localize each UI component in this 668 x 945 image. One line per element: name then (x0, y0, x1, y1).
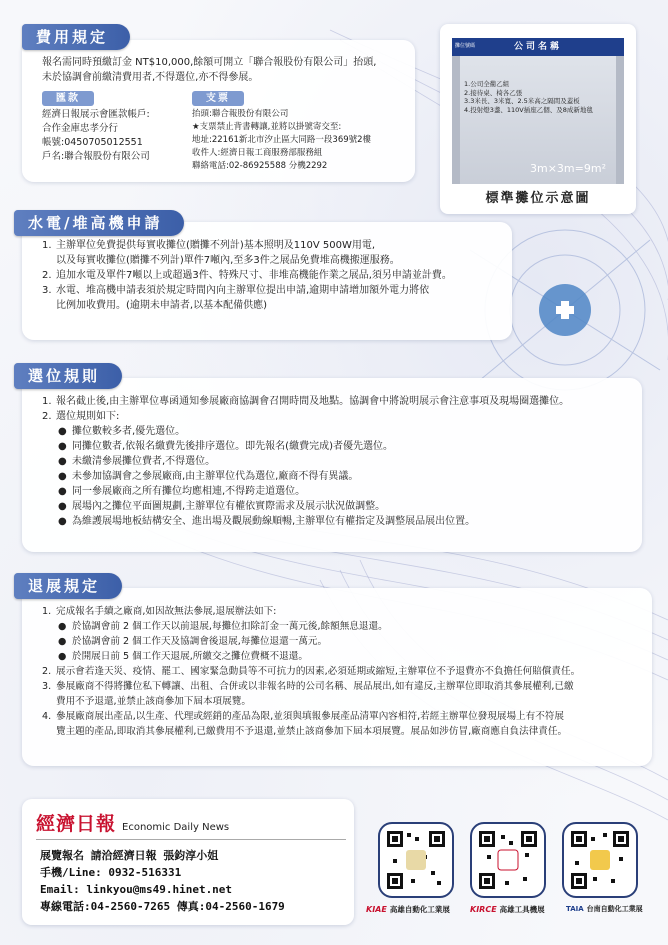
item-number: 1. (42, 396, 52, 407)
remit-block (42, 91, 192, 173)
selection-bullet: ● 未繳清參展攤位費者,不得選位。 (58, 456, 216, 467)
item-line: 參展廠商不得將攤位私下轉讓、出租、合併或以非報名時的公司名稱、展品展出,如有違反,主辦單位即取消其參展權利,已繳 (56, 681, 574, 692)
qr-icon (387, 831, 445, 889)
item-line: 費用不予退還,並禁止該商參加下屆本項展覽。 (56, 696, 251, 707)
item-line: 比例加收費用。(逾期未申請者,以基本配備供應) (56, 300, 267, 311)
item-line: 展示會若逢天災、疫情、罷工、國家緊急動員等不可抗力的因素,必須延期或縮短,主辦單位不予退費亦不負擔任何賠償責任。 (56, 666, 581, 677)
withdraw-card (22, 588, 652, 766)
power-section-tab: 水電/堆高機申請 (14, 210, 184, 236)
selection-item-1 (42, 394, 628, 409)
fee-card (22, 40, 415, 182)
remit-tab: 匯款 (42, 91, 94, 106)
contact-phone: 專線電話:04-2560-7265 傳真:04-2560-1679 (40, 900, 285, 913)
item-number: 2. (42, 270, 52, 281)
check-line: 抬頭:聯合報股份有限公司 (192, 109, 289, 119)
item-line: 主辦單位免費提供每實收攤位(贈攤不列計)基本照明及110V 500W用電, (56, 240, 376, 251)
association-kirce (470, 904, 570, 915)
association-kiae (366, 904, 466, 915)
withdraw-item-4 (42, 709, 640, 739)
booth-item: 3.3米長、3米寬、2.5米高之隔間及蓋板 (464, 97, 580, 105)
booth-caption: 標準攤位示意圖 (485, 191, 591, 206)
kiae-badge: KIAE (366, 905, 387, 914)
booth-item: 2.接待桌、椅各乙張 (464, 88, 523, 97)
divider (36, 839, 346, 840)
withdraw-section-tab: 退展規定 (14, 573, 122, 599)
power-item-1 (42, 238, 498, 268)
booth-items (464, 80, 606, 114)
selection-bullet: ● 同一參展廠商之所有攤位均應相連,不得跨走道選位。 (58, 486, 306, 497)
item-line: 選位規則如下: (56, 411, 120, 422)
check-line: 地址:22161新北市汐止區大同路一段369號2樓 (192, 135, 372, 145)
selection-bullet: ● 攤位數較多者,優先選位。 (58, 426, 186, 437)
item-number: 1. (42, 606, 52, 617)
selection-bullet: ● 展場內之攤位平面圖規劃,主辦單位有權依實際需求及展示狀況做調整。 (58, 501, 386, 512)
bullet-icon: ● (58, 651, 67, 662)
bullet-icon: ● (58, 636, 67, 647)
check-block (192, 91, 401, 173)
item-number: 1. (42, 240, 52, 251)
selection-bullet: ● 同攤位數者,依報名繳費先後排序選位。即先報名(繳費完成)者優先選位。 (58, 441, 393, 452)
remit-line: 合作金庫忠孝分行 (42, 123, 119, 134)
bullet-icon: ● (58, 516, 67, 527)
bullet-icon: ● (58, 501, 67, 512)
remit-line: 經濟日報展示會匯款帳戶: (42, 109, 150, 120)
bullet-icon: ● (58, 441, 67, 452)
edn-logo-en: Economic Daily News (122, 822, 230, 833)
item-number: 3. (42, 285, 52, 296)
qr-code-taia[interactable] (562, 822, 638, 898)
fee-line-1: 報名需同時預繳訂金 NT$10,000,餘額可開立「聯合報股份有限公司」抬頭, (42, 57, 377, 68)
fee-line-2: 未於協調會前繳清費用者,不得選位,亦不得參展。 (42, 72, 259, 83)
withdraw-item-2 (42, 664, 640, 679)
bullet-icon: ● (58, 621, 67, 632)
contact-email[interactable]: Email: linkyou@ms49.hinet.net (40, 883, 233, 896)
item-line: 報名截止後,由主辦單位專函通知參展廠商協調會召開時間及地點。協調會中將說明展示會注意事項及現場圈選攤位。 (56, 396, 570, 407)
booth-diagram (440, 24, 636, 214)
withdraw-bullet: ● 於開展日前 5 個工作天退展,所繳交之攤位費概不退還。 (58, 651, 308, 662)
item-line: 完成報名手續之廠商,如因故無法參展,退展辦法如下: (56, 606, 277, 617)
selection-bullet: ● 為維護展場地板結構安全、進出場及觀展動線順暢,主辦單位有權指定及調整展品展出位置。 (58, 516, 476, 527)
withdraw-bullet: ● 於協調會前 2 個工作天及協調會後退展,每攤位退還一萬元。 (58, 636, 328, 647)
remit-line: 帳號:0450705012551 (42, 137, 143, 148)
kirce-badge: KIRCE (470, 905, 497, 914)
booth-item: 4.投射燈3盞、110V插座乙個、及8成新地毯 (464, 105, 593, 114)
item-line: 以及每實收攤位(贈攤不列計)單件7噸內,至多3件之展品免費堆高機搬運服務。 (56, 255, 400, 266)
qr-icon (571, 831, 629, 889)
check-line: 聯絡電話:02-86925588 分機2292 (192, 161, 328, 171)
item-number: 3. (42, 681, 52, 692)
taia-badge: TAIA (566, 905, 584, 913)
item-number: 4. (42, 711, 52, 722)
withdraw-item-3 (42, 679, 640, 709)
item-line: 參展廠商展出產品,以生產、代理或經銷的產品為限,並須與填報參展產品清單內容相符,若經主辦單位發現展場上有不符展 (56, 711, 565, 722)
withdraw-bullet: ● 於協調會前 2 個工作天以前退展,每攤位扣除訂金一萬元後,餘額無息退還。 (58, 621, 388, 632)
kiae-name: 高雄自動化工業展 (389, 905, 450, 914)
edn-logo: 經濟日報 (36, 813, 117, 835)
booth-small-label: 攤位號碼 (455, 43, 476, 49)
item-line: 覽主題的產品,即取消其參展權利,已繳費用不予退還,並禁止該商參加下屆本項展覽。展品如涉仿冒,廠商應自負法律責任。 (56, 726, 568, 737)
contact-label: 展覽報名 請洽經濟日報 張鈞淳小姐 (40, 849, 219, 862)
selection-bullet: ● 未參加協調會之參展廠商,由主辦單位代為選位,廠商不得有異議。 (58, 471, 359, 482)
power-item-2 (42, 268, 498, 283)
power-card (22, 222, 512, 340)
bullet-icon: ● (58, 456, 67, 467)
item-number: 2. (42, 411, 52, 422)
item-line: 水電、堆高機申請表須於規定時間內向主辦單位提出申請,逾期申請增加額外電力將依 (56, 285, 430, 296)
booth-item: 1.公司全衢乙組 (464, 80, 510, 88)
contact-box (22, 799, 354, 925)
qr-icon (479, 831, 537, 889)
contact-mobile: 手機/Line: 0932-516331 (40, 866, 182, 879)
fee-section-tab: 費用規定 (22, 24, 130, 50)
check-tab: 支票 (192, 91, 244, 106)
check-line: 收件人:經濟日報工商服務部服務組 (192, 148, 323, 158)
item-number: 2. (42, 666, 52, 677)
association-taia (566, 904, 666, 914)
bullet-icon: ● (58, 426, 67, 437)
selection-item-2 (42, 409, 628, 424)
qr-code-kiae[interactable] (378, 822, 454, 898)
bullet-icon: ● (58, 471, 67, 482)
taia-name: 台南自動化工業展 (586, 905, 643, 913)
selection-card (22, 378, 642, 552)
booth-header: 公司名稱 (452, 38, 624, 56)
qr-code-kirce[interactable] (470, 822, 546, 898)
remit-line: 戶名:聯合報股份有限公司 (42, 151, 150, 162)
selection-section-tab: 選位規則 (14, 363, 122, 389)
item-line: 追加水電及單件7噸以上或超過3件、特殊尺寸、非堆高機能作業之展品,須另申請並計費。 (56, 270, 452, 281)
withdraw-item-1 (42, 604, 640, 619)
check-line: ★支票禁止背書轉讓,並將以掛號寄交至: (192, 122, 342, 132)
kirce-name: 高雄工具機展 (499, 905, 545, 914)
bullet-icon: ● (58, 486, 67, 497)
booth-size: 3m×3m=9m² (530, 162, 606, 175)
power-item-3 (42, 283, 498, 313)
